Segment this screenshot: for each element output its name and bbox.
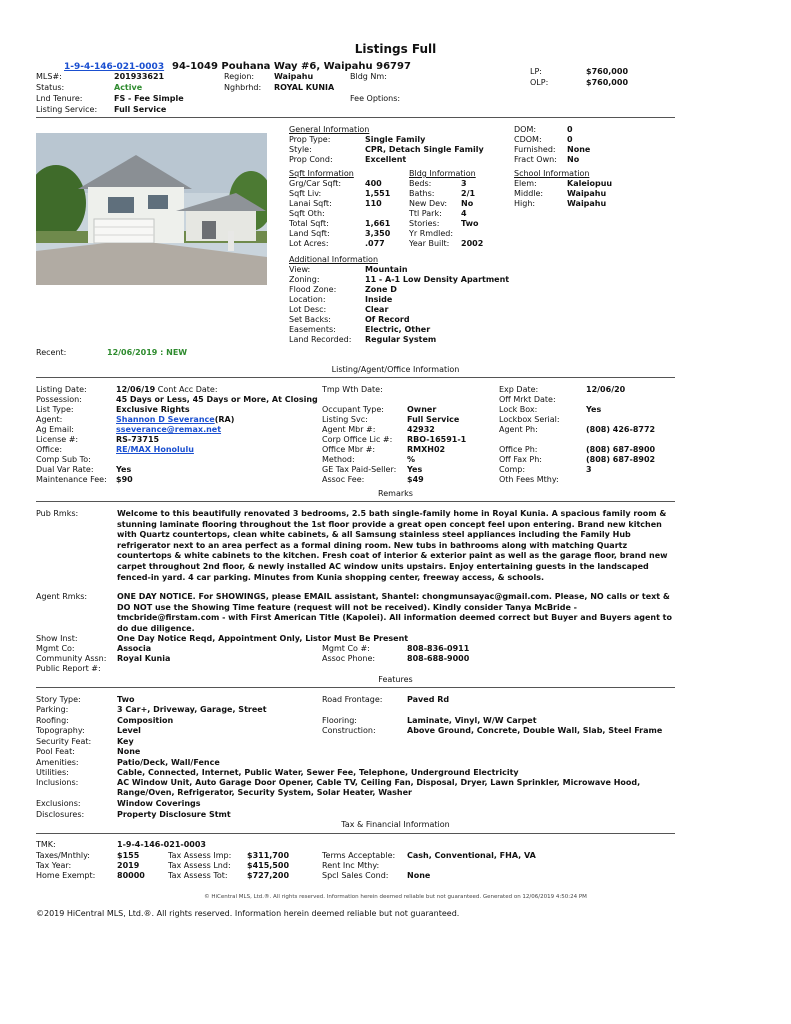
pub-remarks-text: Welcome to this beautifully renovated 3 bedrooms, 2.5 bath single-family home in Royal Kunia. A spacious family room & stunning laminate flooring throughout the 1st floor provide a great open concept feel upon entering. Brand new kitchen with Quartz countertops, clean white cabinets, & all Samsung stainless steel appliances including the Family Hub refrigerator next to an area perfect as a formal dining room. New tubs in bathrooms along with matching Quartz countertops & white cabinets to the kitchen. Fresh coat of interior & exterior paint as well as the garage floor, brand new carpet throughout 2nd floor, & newly installed AC window units upstairs. Enjoy entertaining guests in the landscaped fenced-in yard. 4 car parking. Minutes from Kunia shopping center, freeway access, & schools. bbox=[117, 509, 668, 582]
beds-label: Beds: bbox=[409, 179, 432, 188]
story-type-label: Story Type: bbox=[36, 695, 81, 704]
easements-label: Easements: bbox=[289, 325, 336, 334]
exp-date-value: 12/06/20 bbox=[586, 385, 626, 394]
tenure-label: Lnd Tenure: bbox=[36, 94, 83, 103]
listing-svc-value: Full Service bbox=[407, 415, 460, 424]
pub-rmks-label: Pub Rmks: bbox=[36, 509, 79, 518]
features-section-title: Features bbox=[378, 675, 413, 684]
new-dev-label: New Dev: bbox=[409, 199, 448, 208]
footer-generated: © HiCentral MLS, Ltd.®. All rights reserved. Information herein deemed reliable but not guaranteed. Generated on 12/06/2019 4:50:24 PM bbox=[204, 894, 587, 900]
furnished-value: None bbox=[567, 145, 591, 154]
license-value: RS-73715 bbox=[116, 435, 160, 444]
maintenance-fee-value: $90 bbox=[116, 475, 133, 484]
baths-label: Baths: bbox=[409, 189, 435, 198]
lanai-sqft-label: Lanai Sqft: bbox=[289, 199, 332, 208]
location-value: Inside bbox=[365, 295, 393, 304]
region-label: Region: bbox=[224, 72, 255, 81]
terms-value: Cash, Conventional, FHA, VA bbox=[407, 851, 536, 860]
nghbrhd-label: Nghbrhd: bbox=[224, 83, 262, 92]
remarks-section-title: Remarks bbox=[378, 489, 413, 498]
assoc-fee-label: Assoc Fee: bbox=[322, 475, 365, 484]
dual-var-value: Yes bbox=[116, 465, 132, 474]
divider bbox=[36, 687, 675, 688]
flood-zone-label: Flood Zone: bbox=[289, 285, 337, 294]
sqft-liv-label: Sqft Liv: bbox=[289, 189, 322, 198]
inclusions-label: Inclusions: bbox=[36, 778, 79, 787]
divider bbox=[36, 377, 675, 378]
assoc-phone-label: Assoc Phone: bbox=[322, 654, 376, 663]
sqft-liv-value: 1,551 bbox=[365, 189, 391, 198]
mls-label: MLS#: bbox=[36, 72, 62, 81]
agent-col2-blank-value bbox=[407, 395, 497, 405]
rent-inc-label: Rent Inc Mthy: bbox=[322, 861, 380, 870]
tax-assess-imp-value: $311,700 bbox=[247, 851, 290, 860]
region-value: Waipahu bbox=[274, 72, 314, 81]
dom-value: 0 bbox=[567, 125, 573, 134]
school-info-heading: School Information bbox=[514, 169, 590, 178]
year-built-value: 2002 bbox=[461, 239, 484, 248]
year-built-label: Year Built: bbox=[409, 239, 450, 248]
office-mbr-label: Office Mbr #: bbox=[322, 445, 376, 454]
sqft-info-grid bbox=[289, 179, 409, 249]
show-inst-value: One Day Notice Reqd, Appointment Only, Listor Must Be Present bbox=[117, 634, 409, 643]
zoning-label: Zoning: bbox=[289, 275, 320, 284]
assoc-fee-value: $49 bbox=[407, 475, 424, 484]
agent-email-link[interactable]: sseverance@remax.net bbox=[116, 425, 222, 434]
lot-acres-label: Lot Acres: bbox=[289, 239, 329, 248]
baths-value: 2/1 bbox=[461, 189, 476, 198]
off-mrkt-date-value bbox=[586, 395, 676, 405]
mgmt-co-no-label: Mgmt Co #: bbox=[322, 644, 370, 653]
occupant-type-value: Owner bbox=[407, 405, 437, 414]
bldg-label: Bldg Nm: bbox=[350, 72, 387, 81]
zoning-value: 11 - A-1 Low Density Apartment bbox=[365, 275, 510, 284]
tax-assess-imp-label: Tax Assess Imp: bbox=[168, 851, 232, 860]
agent-remarks-text: ONE DAY NOTICE. For SHOWINGS, please EMAIL assistant, Shantel: chongmunsayac@gmail.com. Please, NO calls or text & DO NOT use the Showing Time feature (request will not be received). Kindly consider Tanya McBride - tmcbride@firstam.com - with First American Title (Kapolei). All information deemed correct but Buyer and Buyers agent to do due diligence. bbox=[117, 592, 672, 633]
lot-acres-value: .077 bbox=[365, 239, 385, 248]
mgmt-co-label: Mgmt Co: bbox=[36, 644, 75, 653]
set-backs-value: Of Record bbox=[365, 315, 410, 324]
olp-label: OLP: bbox=[530, 78, 549, 87]
stories-value: Two bbox=[461, 219, 479, 228]
utilities-value: Cable, Connected, Internet, Public Water, Sewer Fee, Telephone, Underground Electricity bbox=[117, 768, 519, 777]
high-value: Waipahu bbox=[567, 199, 607, 208]
method-label: Method: bbox=[322, 455, 355, 464]
tmp-wth-date-value bbox=[407, 385, 497, 395]
list-type-value: Exclusive Rights bbox=[116, 405, 190, 414]
prop-type-value: Single Family bbox=[365, 135, 426, 144]
ttl-park-label: Ttl Park: bbox=[409, 209, 442, 218]
cont-acc-date-label: Cont Acc Date: bbox=[157, 385, 218, 394]
prop-type-label: Prop Type: bbox=[289, 135, 331, 144]
agent-mbr-label: Agent Mbr #: bbox=[322, 425, 376, 434]
off-fax-value: (808) 687-8902 bbox=[586, 455, 656, 464]
bldg-info-heading: Bldg Information bbox=[409, 169, 476, 178]
agent-mbr-value: 42932 bbox=[407, 425, 435, 434]
agent-col3-grid bbox=[499, 385, 676, 485]
service-value: Full Service bbox=[114, 105, 167, 114]
ge-tax-value: Yes bbox=[407, 465, 423, 474]
yr-rmdled-label: Yr Rmdled: bbox=[409, 229, 454, 238]
tmk-label: TMK: bbox=[36, 840, 56, 849]
license-label: License #: bbox=[36, 435, 79, 444]
mls-value: 201933621 bbox=[114, 72, 165, 81]
construction-value: Above Ground, Concrete, Double Wall, Slab, Steel Frame bbox=[407, 726, 663, 735]
occupant-type-label: Occupant Type: bbox=[322, 405, 384, 414]
nghbrhd-value: ROYAL KUNIA bbox=[274, 83, 335, 92]
exclusions-label: Exclusions: bbox=[36, 799, 81, 808]
elem-label: Elem: bbox=[514, 179, 537, 188]
flooring-value: Laminate, Vinyl, W/W Carpet bbox=[407, 716, 537, 725]
story-type-value: Two bbox=[117, 695, 135, 704]
flooring-label: Flooring: bbox=[322, 716, 357, 725]
ge-tax-label: GE Tax Paid-Seller: bbox=[322, 465, 397, 474]
listing-date-label: Listing Date: bbox=[36, 385, 87, 394]
status-badge: Active bbox=[114, 83, 143, 92]
comp-sub-value bbox=[116, 455, 316, 465]
view-value: Mountain bbox=[365, 265, 408, 274]
parking-label: Parking: bbox=[36, 705, 69, 714]
divider bbox=[36, 833, 675, 834]
comp-value: 3 bbox=[586, 465, 592, 474]
page-title: Listings Full bbox=[354, 42, 437, 56]
taxes-value: $155 bbox=[117, 851, 140, 860]
pool-feat-value: None bbox=[117, 747, 141, 756]
office-mbr-value: RMXH02 bbox=[407, 445, 446, 454]
method-value: % bbox=[407, 455, 416, 464]
dom-label: DOM: bbox=[514, 125, 537, 134]
agent-col2-blank-label bbox=[322, 395, 407, 405]
possession-label: Possession: bbox=[36, 395, 82, 404]
style-label: Style: bbox=[289, 145, 312, 154]
prop-cond-label: Prop Cond: bbox=[289, 155, 333, 164]
oth-fees-value bbox=[586, 475, 676, 485]
land-sqft-label: Land Sqft: bbox=[289, 229, 330, 238]
office-label: Office: bbox=[36, 445, 63, 454]
recent-value: 12/06/2019 : NEW bbox=[107, 348, 188, 357]
agent-col3-blank-label bbox=[499, 435, 586, 445]
roofing-value: Composition bbox=[117, 716, 174, 725]
sqft-info-heading: Sqft Information bbox=[289, 169, 354, 178]
off-mrkt-date-label: Off Mrkt Date: bbox=[499, 395, 556, 404]
road-frontage-value: Paved Rd bbox=[407, 695, 450, 704]
mgmt-co-no-value: 808-836-0911 bbox=[407, 644, 470, 653]
agent-section-title: Listing/Agent/Office Information bbox=[331, 365, 460, 374]
beds-value: 3 bbox=[461, 179, 467, 188]
corp-office-lic-label: Corp Office Lic #: bbox=[322, 435, 393, 444]
additional-info-grid bbox=[289, 265, 565, 345]
yr-rmdled-value bbox=[461, 229, 511, 239]
inclusions-value: AC Window Unit, Auto Garage Door Opener, Cable TV, Ceiling Fan, Disposal, Dryer, Lawn Sprinkler, Microwave Hood, Range/Oven, Refrigerator, Security System, Solar Heater, Washer bbox=[117, 778, 641, 798]
home-exempt-value: 80000 bbox=[117, 871, 145, 880]
corp-office-lic-value: RBO-16591-1 bbox=[407, 435, 467, 444]
lockbox-serial-value bbox=[586, 415, 676, 425]
recent-label: Recent: bbox=[36, 348, 67, 357]
dual-var-label: Dual Var Rate: bbox=[36, 465, 94, 474]
prop-cond-value: Excellent bbox=[365, 155, 407, 164]
tmk-value: 1-9-4-146-021-0003 bbox=[117, 840, 206, 849]
agent-name-link[interactable]: Shannon D Severance bbox=[116, 415, 215, 424]
show-inst-label: Show Inst: bbox=[36, 634, 78, 643]
agent-rmks-label: Agent Rmks: bbox=[36, 592, 88, 601]
tax-year-value: 2019 bbox=[117, 861, 140, 870]
dom-grid bbox=[514, 125, 627, 165]
set-backs-label: Set Backs: bbox=[289, 315, 331, 324]
location-label: Location: bbox=[289, 295, 326, 304]
exp-date-label: Exp Date: bbox=[499, 385, 539, 394]
agent-ph-label: Agent Ph: bbox=[499, 425, 538, 434]
listing-photo[interactable] bbox=[36, 133, 267, 285]
total-sqft-label: Total Sqft: bbox=[289, 219, 329, 228]
style-value: CPR, Detach Single Family bbox=[365, 145, 484, 154]
land-recorded-label: Land Recorded: bbox=[289, 335, 352, 344]
amenities-value: Patio/Deck, Wall/Fence bbox=[117, 758, 220, 767]
lanai-sqft-value: 110 bbox=[365, 199, 382, 208]
middle-value: Waipahu bbox=[567, 189, 607, 198]
disclosures-value: Property Disclosure Stmt bbox=[117, 810, 231, 819]
lot-desc-value: Clear bbox=[365, 305, 389, 314]
footer-copyright: ©2019 HiCentral MLS, Ltd.®. All rights reserved. Information herein deemed reliable but not guaranteed. bbox=[36, 909, 460, 918]
service-label: Listing Service: bbox=[36, 105, 98, 114]
general-info-grid bbox=[289, 135, 505, 165]
home-exempt-label: Home Exempt: bbox=[36, 871, 96, 880]
exclusions-value: Window Coverings bbox=[117, 799, 201, 808]
public-report-label: Public Report #: bbox=[36, 664, 101, 673]
lock-box-value: Yes bbox=[586, 405, 602, 414]
cdom-label: CDOM: bbox=[514, 135, 542, 144]
tenure-value: FS - Fee Simple bbox=[114, 94, 184, 103]
tax-assess-tot-label: Tax Assess Tot: bbox=[168, 871, 228, 880]
community-assn-value: Royal Kunia bbox=[117, 654, 171, 663]
tmk-link[interactable]: 1-9-4-146-021-0003 bbox=[64, 62, 165, 72]
bldg-info-grid bbox=[409, 179, 511, 249]
lp-value: $760,000 bbox=[586, 67, 629, 76]
maintenance-fee-label: Maintenance Fee: bbox=[36, 475, 107, 484]
school-info-grid bbox=[514, 179, 637, 209]
listing-date-value: 12/06/19 bbox=[116, 385, 156, 394]
grg-sqft-value: 400 bbox=[365, 179, 382, 188]
ag-email-label: Ag Email: bbox=[36, 425, 74, 434]
utilities-label: Utilities: bbox=[36, 768, 69, 777]
off-fax-label: Off Fax Ph: bbox=[499, 455, 542, 464]
divider bbox=[36, 117, 675, 118]
elem-value: Kaleiopuu bbox=[567, 179, 613, 188]
divider bbox=[36, 501, 675, 502]
oth-fees-label: Oth Fees Mthy: bbox=[499, 475, 559, 484]
tax-section-title: Tax & Financial Information bbox=[341, 820, 450, 829]
lock-box-label: Lock Box: bbox=[499, 405, 538, 414]
furnished-label: Furnished: bbox=[514, 145, 556, 154]
sqft-oth-value bbox=[365, 209, 409, 219]
flood-zone-value: Zone D bbox=[365, 285, 397, 294]
office-ph-value: (808) 687-8900 bbox=[586, 445, 656, 454]
grg-sqft-label: Grg/Car Sqft: bbox=[289, 179, 342, 188]
mgmt-co-value: Associa bbox=[117, 644, 152, 653]
view-label: View: bbox=[289, 265, 311, 274]
middle-label: Middle: bbox=[514, 189, 544, 198]
lot-desc-label: Lot Desc: bbox=[289, 305, 327, 314]
additional-info-heading: Additional Information bbox=[289, 255, 379, 264]
olp-value: $760,000 bbox=[586, 78, 629, 87]
ttl-park-value: 4 bbox=[461, 209, 467, 218]
listing-address: 94-1049 Pouhana Way #6, Waipahu 96797 bbox=[172, 61, 411, 72]
community-assn-label: Community Assn: bbox=[36, 654, 107, 663]
pool-feat-label: Pool Feat: bbox=[36, 747, 75, 756]
sqft-oth-label: Sqft Oth: bbox=[289, 209, 325, 218]
agent-col3-blank-value bbox=[586, 435, 676, 445]
fee-options-label: Fee Options: bbox=[350, 94, 401, 103]
listing-svc-label: Listing Svc: bbox=[322, 415, 368, 424]
office-ph-label: Office Ph: bbox=[499, 445, 538, 454]
agent-col1-grid bbox=[36, 385, 316, 485]
high-label: High: bbox=[514, 199, 536, 208]
agent-label: Agent: bbox=[36, 415, 63, 424]
easements-value: Electric, Other bbox=[365, 325, 431, 334]
land-recorded-value: Regular System bbox=[365, 335, 437, 344]
agent-ph-value: (808) 426-8772 bbox=[586, 425, 656, 434]
lp-label: LP: bbox=[530, 67, 542, 76]
general-info-heading: General Information bbox=[289, 125, 370, 134]
office-link[interactable]: RE/MAX Honolulu bbox=[116, 445, 194, 454]
security-feat-label: Security Feat: bbox=[36, 737, 92, 746]
cdom-value: 0 bbox=[567, 135, 573, 144]
tmp-wth-date-label: Tmp Wth Date: bbox=[322, 385, 383, 394]
security-feat-value: Key bbox=[117, 737, 134, 746]
assoc-phone-value: 808-688-9000 bbox=[407, 654, 470, 663]
spcl-sales-label: Spcl Sales Cond: bbox=[322, 871, 389, 880]
possession-value: 45 Days or Less, 45 Days or More, At Closing bbox=[116, 395, 318, 404]
road-frontage-label: Road Frontage: bbox=[322, 695, 383, 704]
parking-value: 3 Car+, Driveway, Garage, Street bbox=[117, 705, 267, 714]
list-type-label: List Type: bbox=[36, 405, 74, 414]
topography-value: Level bbox=[117, 726, 141, 735]
fract-own-label: Fract Own: bbox=[514, 155, 557, 164]
tax-year-label: Tax Year: bbox=[36, 861, 72, 870]
roofing-label: Roofing: bbox=[36, 716, 69, 725]
house-photo-image bbox=[36, 133, 267, 285]
spcl-sales-value: None bbox=[407, 871, 431, 880]
construction-label: Construction: bbox=[322, 726, 376, 735]
comp-sub-label: Comp Sub To: bbox=[36, 455, 91, 464]
agent-suffix: (RA) bbox=[214, 415, 235, 424]
status-label: Status: bbox=[36, 83, 65, 92]
fract-own-value: No bbox=[567, 155, 580, 164]
total-sqft-value: 1,661 bbox=[365, 219, 391, 228]
agent-col2-grid bbox=[322, 385, 497, 485]
tax-assess-lnd-label: Tax Assess Lnd: bbox=[168, 861, 231, 870]
land-sqft-value: 3,350 bbox=[365, 229, 391, 238]
new-dev-value: No bbox=[461, 199, 474, 208]
topography-label: Topography: bbox=[36, 726, 85, 735]
lockbox-serial-label: Lockbox Serial: bbox=[499, 415, 560, 424]
tax-assess-lnd-value: $415,500 bbox=[247, 861, 290, 870]
amenities-label: Amenities: bbox=[36, 758, 79, 767]
disclosures-label: Disclosures: bbox=[36, 810, 85, 819]
terms-label: Terms Acceptable: bbox=[322, 851, 396, 860]
tax-assess-tot-value: $727,200 bbox=[247, 871, 290, 880]
stories-label: Stories: bbox=[409, 219, 440, 228]
taxes-label: Taxes/Mnthly: bbox=[36, 851, 90, 860]
comp-label: Comp: bbox=[499, 465, 526, 474]
